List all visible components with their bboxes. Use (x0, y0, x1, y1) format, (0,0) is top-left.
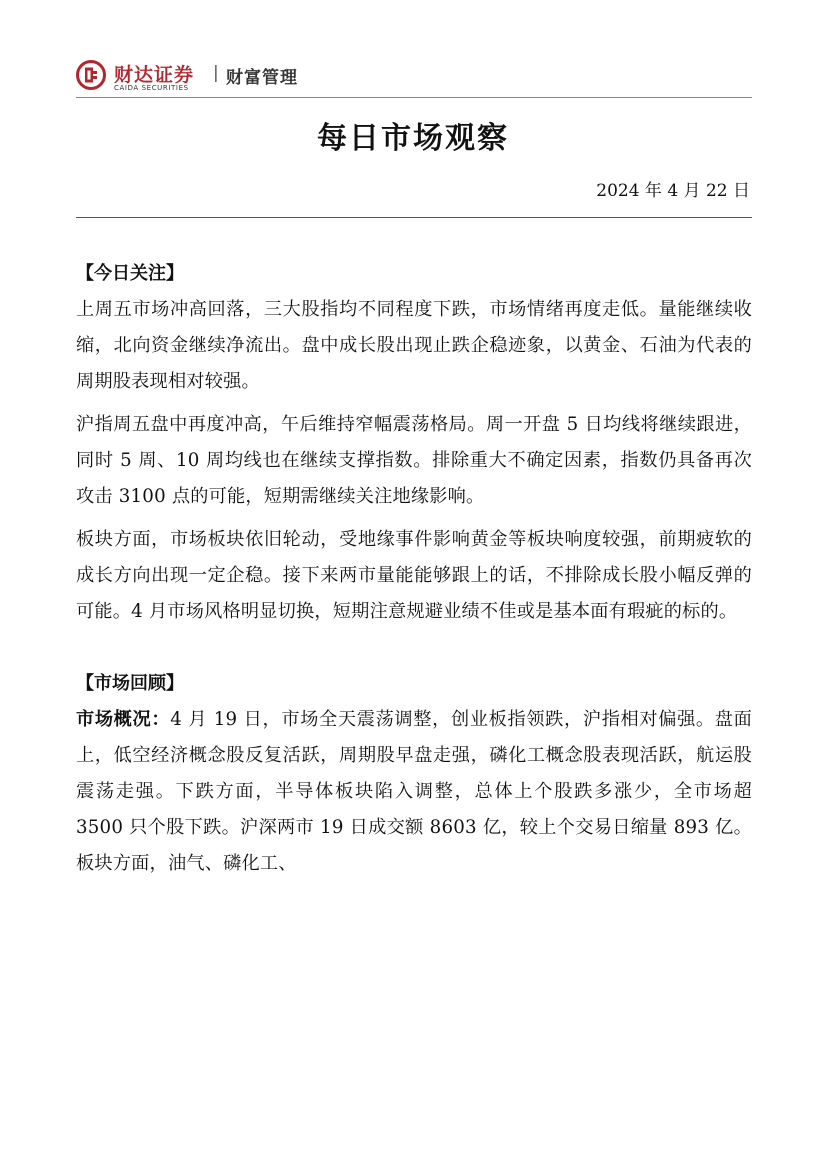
today-focus-paragraph: 沪指周五盘中再度冲高，午后维持窄幅震荡格局。周一开盘 5 日均线将继续跟进，同时 5 周、10 周均线也在继续支撑指数。排除重大不确定因素，指数仍具备再次攻击 3100 点的可能，短期需继续关注地缘影响。 (76, 414, 752, 507)
today-focus-heading: 【今日关注】 (76, 263, 184, 284)
report-body (76, 256, 752, 889)
market-overview-paragraph (76, 702, 752, 882)
caida-logo-icon (76, 60, 106, 90)
market-overview-text: 4 月 19 日，市场全天震荡调整，创业板指领跌，沪指相对偏强。盘面上，低空经济概念股反复活跃，周期股早盘走强，磷化工概念股表现活跃，航运股震荡走强。下跌方面，半导体板块陷入调整，总体上个股跌多涨少，全市场超 3500 只个股下跌。沪深两市 19 日成交额 8603 亿，较上个交易日缩量 893 亿。板块方面，油气、磷化工、 (76, 709, 752, 874)
market-review-heading: 【市场回顾】 (76, 673, 184, 694)
header-divider (76, 97, 752, 98)
page-header (76, 58, 752, 98)
report-date: 2024 年 4 月 22 日 (596, 181, 750, 201)
page-title: 每日市场观察 (317, 121, 509, 156)
today-focus-paragraph: 板块方面，市场板块依旧轮动，受地缘事件影响黄金等板块响度较强，前期疲软的成长方向出现一定企稳。接下来两市量能能够跟上的话，不排除成长股小幅反弹的可能。4 月市场风格明显切换，短期注意规避业绩不佳或是基本面有瑕疵的标的。 (76, 529, 752, 622)
brand-division: 财富管理 (226, 68, 298, 88)
section-spacer (76, 637, 752, 666)
brand-english-name: CAIDA SECURITIES (114, 84, 189, 92)
today-focus-paragraph: 上周五市场冲高回落，三大股指均不同程度下跌，市场情绪再度走低。量能继续收缩，北向资金继续净流出。盘中成长股出现止跌企稳迹象，以黄金、石油为代表的周期股表现相对较强。 (76, 299, 752, 392)
date-divider (76, 217, 752, 218)
market-overview-label: 市场概况： (76, 709, 171, 730)
brand-name: 财达证券 (114, 64, 195, 86)
brand-separator: | (213, 63, 219, 83)
